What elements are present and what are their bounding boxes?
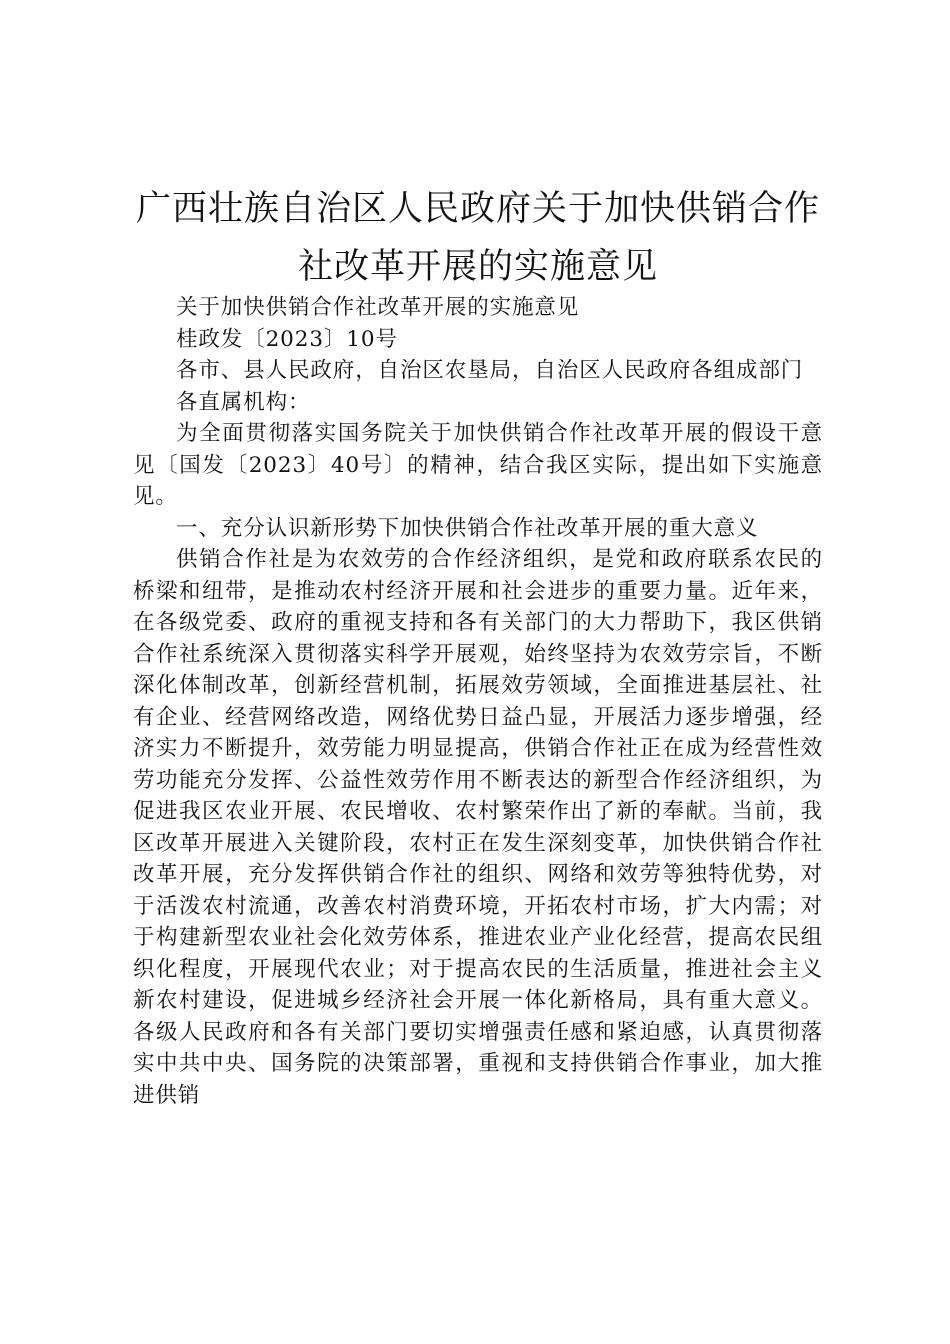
section-heading: 一、充分认识新形势下加快供销合作社改革开展的重大意义: [176, 515, 759, 541]
addressee-line-2: 各直属机构：: [176, 389, 311, 415]
body-paragraph: 供销合作社是为农效劳的合作经济组织，是党和政府联系农民的桥梁和纽带，是推动农村经济开展和社会进步的重要力量。近年来，在各级党委、政府的重视支持和各有关部门的大力帮助下，我区供销合作社系统深入贯彻落实科学开展观，始终坚持为农效劳宗旨，不断深化体制改革，创新经营机制，拓展效劳领域，全面推进基层社、社有企业、经营网络改造，网络优势日益凸显，开展活力逐步增强，经济实力不断提升，效劳能力明显提高，供销合作社正在成为经营性效劳功能充分发挥、公益性效劳作用不断表达的新型合作经济组织，为促进我区农业开展、农民增收、农村繁荣作出了新的奉献。当前，我区改革开展进入关键阶段，农村正在发生深刻变革，加快供销合作社改革开展，充分发挥供销合作社的组织、网络和效劳等独特优势，对于活泼农村流通，改善农村消费环境，开拓农村市场，扩大内需；对于构建新型农业社会化效劳体系，推进农业产业化经营，提高农民组织化程度，开展现代农业；对于提高农民的生活质量，推进社会主义新农村建设，促进城乡经济社会开展一体化新格局，具有重大意义。各级人民政府和各有关部门要切实增强责任感和紧迫感，认真贯彻落实中共中央、国务院的决策部署，重视和支持供销合作事业，加大推进供销: [133, 547, 823, 1108]
addressee-line: 各市、县人民政府，自治区农垦局，自治区人民政府各组成部门: [176, 358, 804, 383]
document-title-line-1: 广西壮族自治区人民政府关于加快供销合作: [135, 189, 820, 229]
intro-paragraph: 为全面贯彻落实国务院关于加快供销合作社改革开展的假设干意见〔国发〔2023〕40号〕的精神，结合我区实际，提出如下实施意见。: [133, 421, 823, 509]
document-body: [133, 292, 823, 1111]
document-title-line-2: 社改革开展的实施意见: [297, 247, 658, 287]
document-number: 桂政发〔2023〕10号: [176, 326, 398, 352]
subtitle-paragraph: 关于加快供销合作社改革开展的实施意见: [176, 295, 580, 320]
